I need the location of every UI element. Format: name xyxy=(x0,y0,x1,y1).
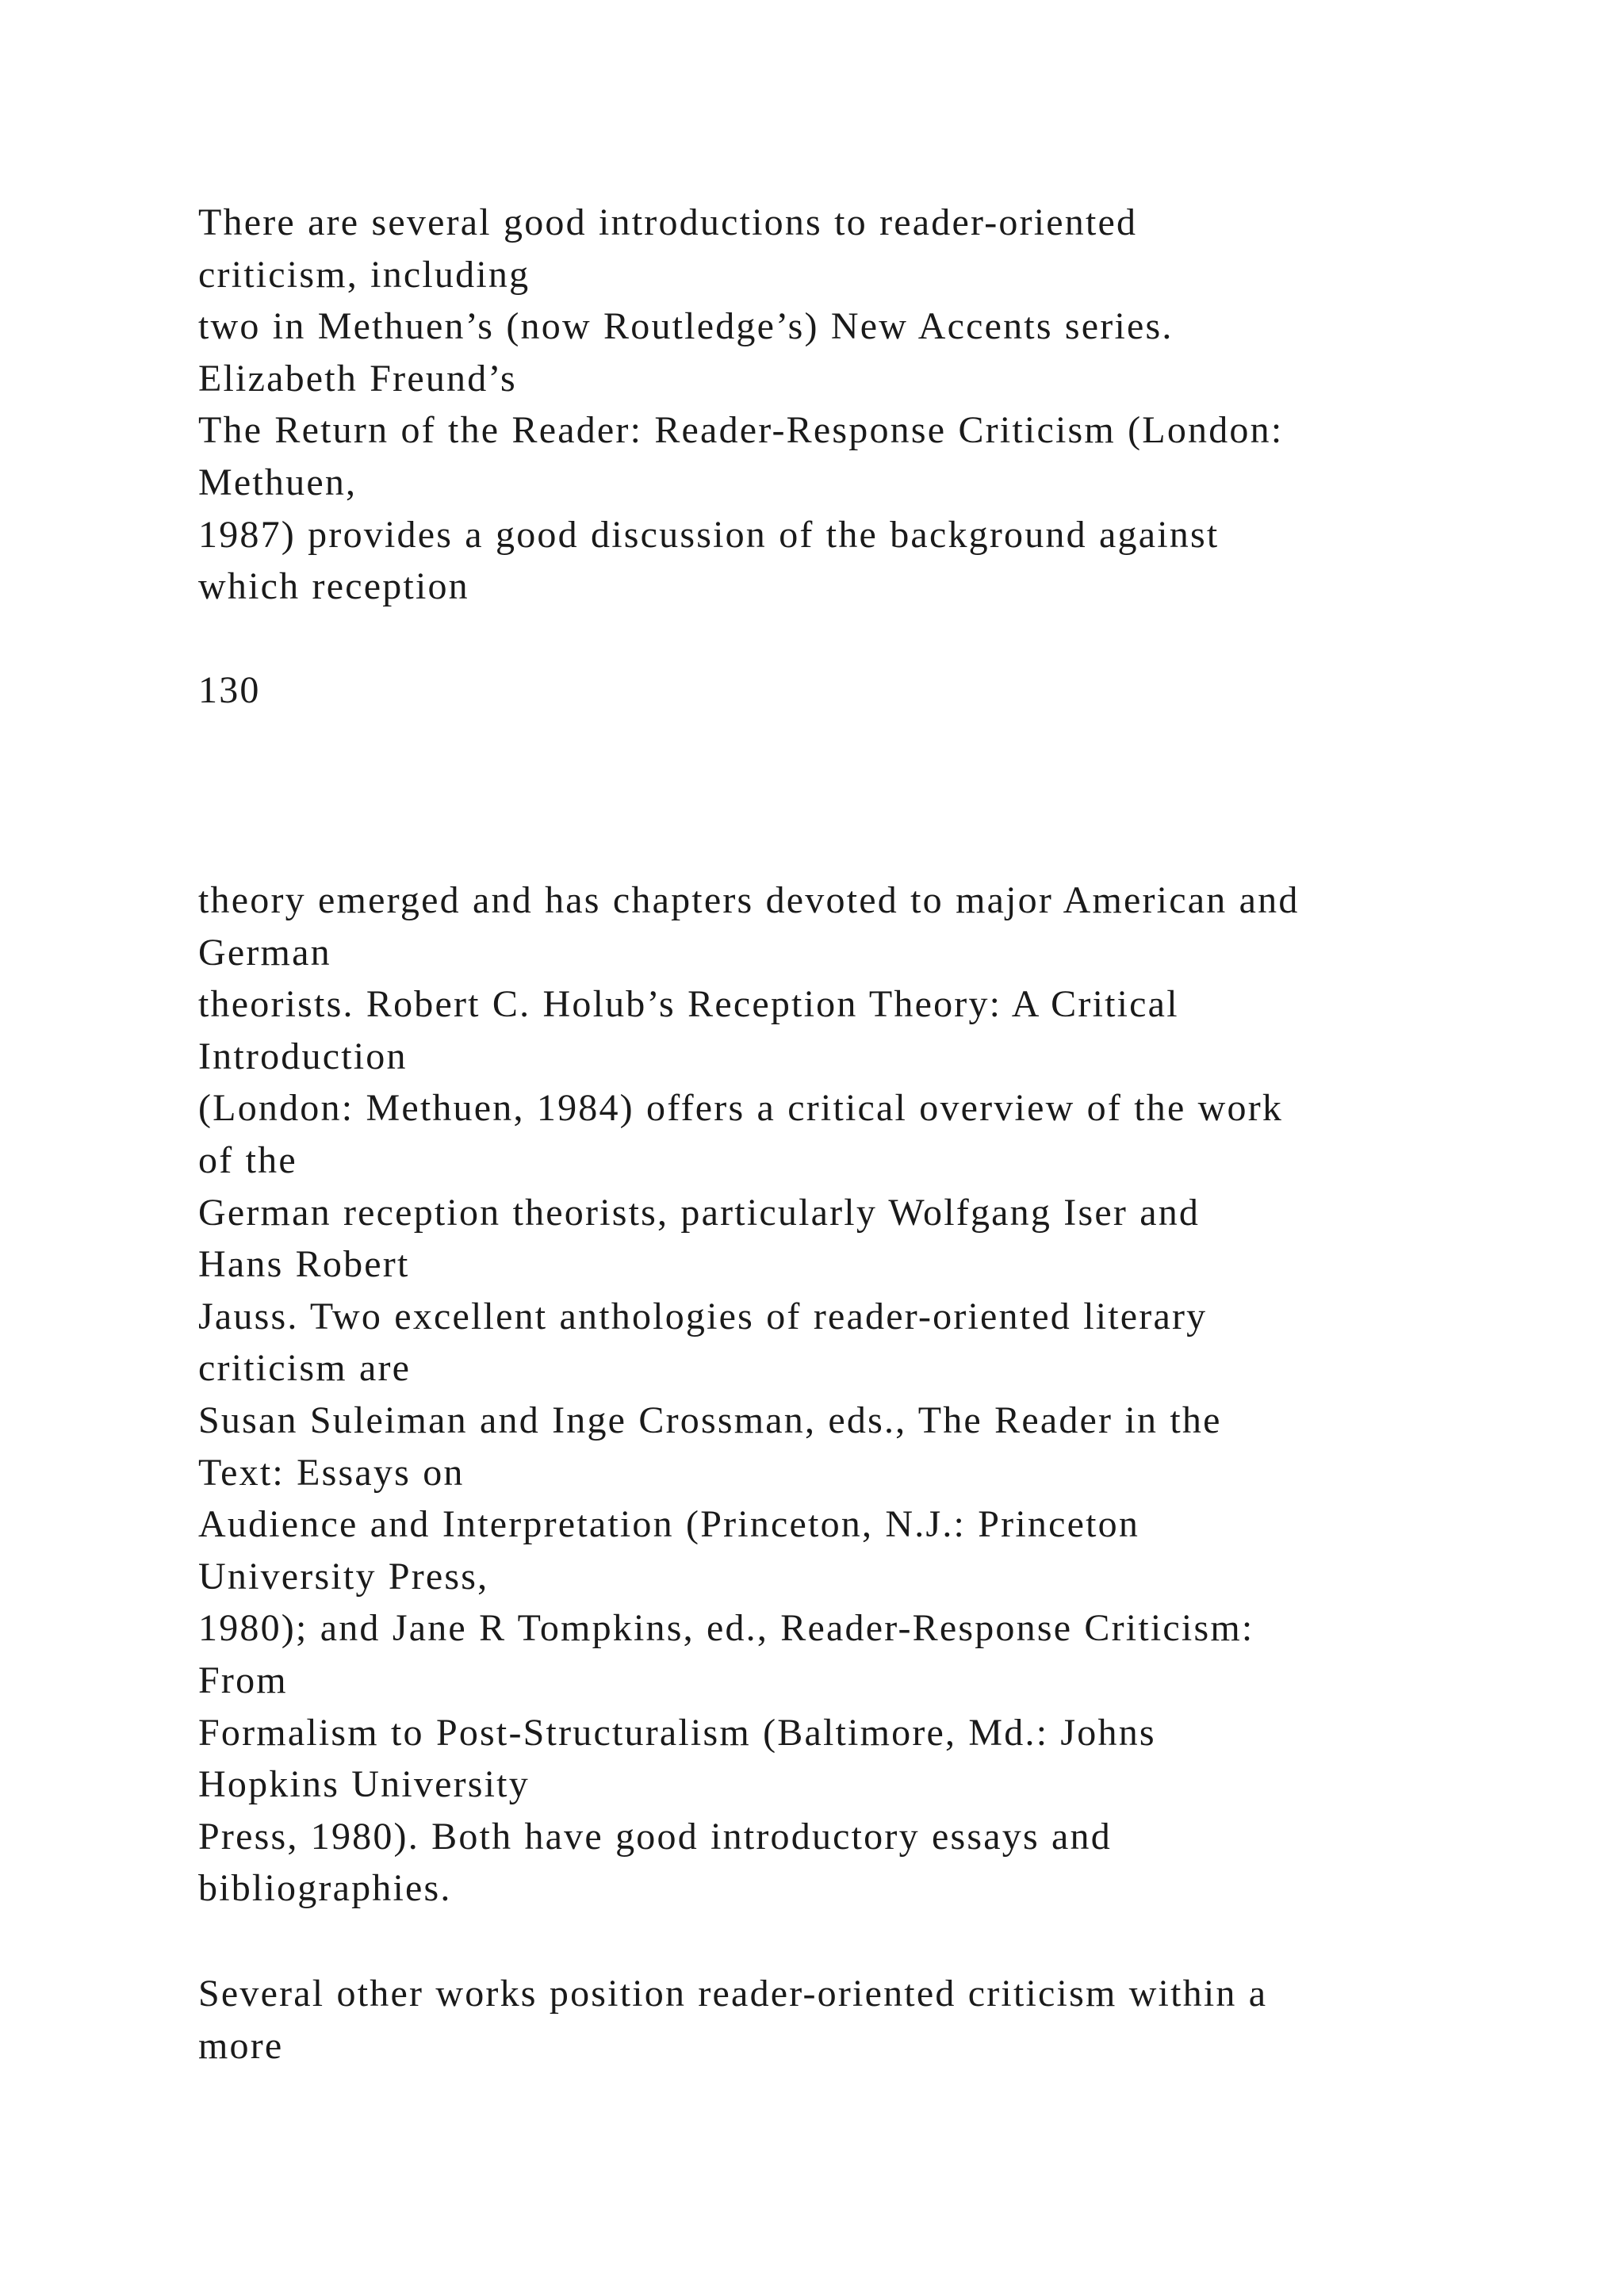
text-line: two in Methuen’s (now Routledge’s) New Accents series. xyxy=(198,305,1174,348)
text-line: Several other works position reader-oriented criticism within a xyxy=(198,1973,1268,2015)
text-line: 1987) provides a good discussion of the background against xyxy=(198,513,1220,556)
text-line: criticism, including xyxy=(198,253,530,296)
text-line: Press, 1980). Both have good introductory essays and xyxy=(198,1815,1112,1858)
text-line: Susan Suleiman and Inge Crossman, eds., The Reader in the xyxy=(198,1399,1222,1441)
text-line: bibliographies. xyxy=(198,1867,452,1910)
text-line: Introduction xyxy=(198,1035,408,1077)
text-line: more xyxy=(198,2024,284,2067)
text-line: University Press, xyxy=(198,1555,489,1598)
text-line: German reception theorists, particularly Wolfgang Iser and xyxy=(198,1191,1201,1234)
text-line: of the xyxy=(198,1138,297,1181)
text-line: The Return of the Reader: Reader-Response Criticism (London: xyxy=(198,409,1284,452)
paragraph-intro xyxy=(198,197,1546,613)
text-line: German xyxy=(198,931,331,974)
text-line: Elizabeth Freund’s xyxy=(198,357,517,400)
text-line: which reception xyxy=(198,565,469,608)
text-line: Hans Robert xyxy=(198,1243,410,1286)
text-line: Hopkins University xyxy=(198,1763,530,1806)
paragraph-sources xyxy=(198,874,1546,1915)
text-line: Audience and Interpretation (Princeton, N.J.: Princeton xyxy=(198,1503,1140,1546)
text-line: From xyxy=(198,1659,288,1701)
paragraph-other-works xyxy=(198,1968,1546,2072)
text-line: Text: Essays on xyxy=(198,1451,465,1494)
text-line: Jauss. Two excellent anthologies of reader-oriented literary xyxy=(198,1295,1208,1337)
page-number xyxy=(198,664,1546,717)
text-line: Formalism to Post-Structuralism (Baltimore, Md.: Johns xyxy=(198,1711,1156,1754)
text-line: criticism are xyxy=(198,1347,412,1390)
text-line: There are several good introductions to reader-oriented xyxy=(198,201,1138,243)
text-line: theory emerged and has chapters devoted to major American and xyxy=(198,879,1300,921)
text-line: Methuen, xyxy=(198,461,358,503)
text-line: 1980); and Jane R Tompkins, ed., Reader-Response Criticism: xyxy=(198,1607,1254,1650)
text-line: (London: Methuen, 1984) offers a critical overview of the work xyxy=(198,1087,1284,1130)
page-number-text: 130 xyxy=(198,669,261,711)
text-line: theorists. Robert C. Holub’s Reception Theory: A Critical xyxy=(198,983,1179,1026)
